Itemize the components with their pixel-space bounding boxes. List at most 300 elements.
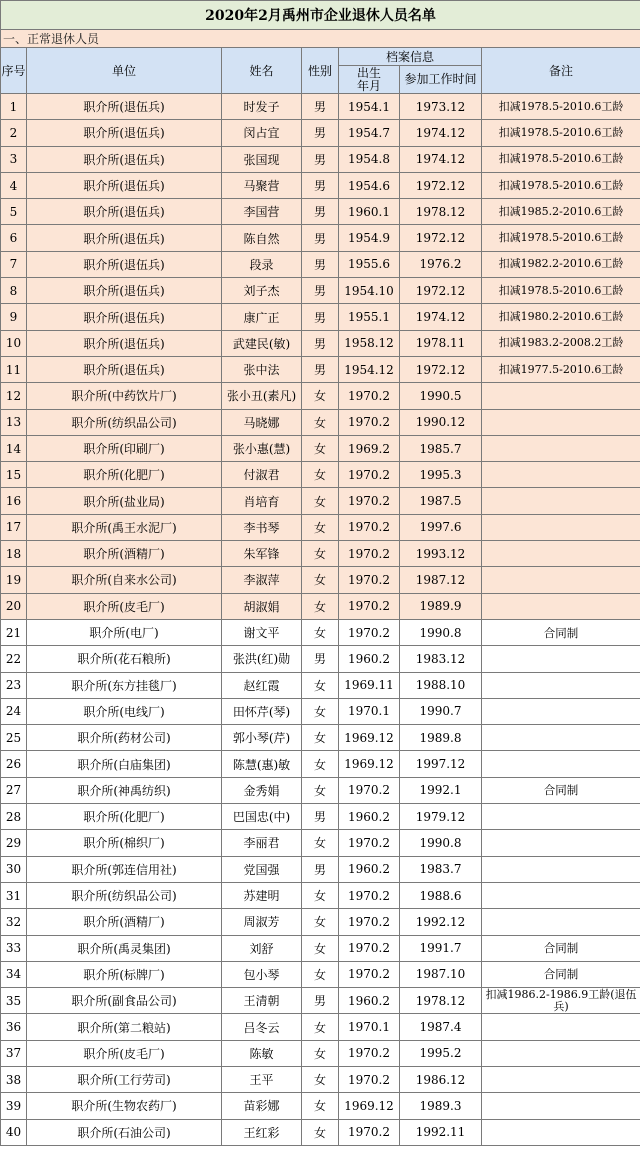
cell-unit: 职介所(皮毛厂) (27, 593, 222, 619)
cell-name: 李丽君 (222, 830, 302, 856)
cell-seq: 8 (1, 278, 27, 304)
cell-work-start: 1974.12 (400, 304, 482, 330)
cell-birth: 1954.1 (339, 94, 400, 120)
table-row (1, 541, 640, 567)
table-row (1, 672, 640, 698)
cell-gender: 女 (302, 909, 339, 935)
cell-work-start: 1978.12 (400, 988, 482, 1014)
cell-note: 合同制 (482, 961, 640, 987)
cell-note (482, 1066, 640, 1092)
cell-note: 扣减1978.5-2010.6工龄 (482, 278, 640, 304)
cell-note (482, 725, 640, 751)
cell-unit: 职介所(退伍兵) (27, 304, 222, 330)
cell-name: 吕冬云 (222, 1014, 302, 1040)
cell-name: 张中法 (222, 356, 302, 382)
cell-seq: 10 (1, 330, 27, 356)
cell-seq: 7 (1, 251, 27, 277)
cell-work-start: 1992.11 (400, 1119, 482, 1145)
cell-seq: 16 (1, 488, 27, 514)
cell-seq: 6 (1, 225, 27, 251)
table-row (1, 251, 640, 277)
cell-birth: 1970.1 (339, 1014, 400, 1040)
cell-note (482, 646, 640, 672)
cell-note (482, 1093, 640, 1119)
cell-birth: 1970.2 (339, 909, 400, 935)
cell-note (482, 593, 640, 619)
cell-name: 田怀芹(琴) (222, 698, 302, 724)
cell-birth: 1960.2 (339, 804, 400, 830)
cell-birth: 1970.2 (339, 961, 400, 987)
cell-seq: 17 (1, 514, 27, 540)
sheet-title: 2020年2月禹州市企业退休人员名单 (1, 1, 640, 30)
table-row (1, 435, 640, 461)
cell-birth: 1970.1 (339, 698, 400, 724)
cell-unit: 职介所(自来水公司) (27, 567, 222, 593)
cell-unit: 职介所(退伍兵) (27, 94, 222, 120)
cell-gender: 男 (302, 304, 339, 330)
cell-work-start: 1972.12 (400, 172, 482, 198)
table-row (1, 199, 640, 225)
cell-unit: 职介所(退伍兵) (27, 251, 222, 277)
cell-unit: 职介所(退伍兵) (27, 330, 222, 356)
table-row (1, 751, 640, 777)
cell-work-start: 1988.10 (400, 672, 482, 698)
cell-unit: 职介所(印刷厂) (27, 435, 222, 461)
cell-birth: 1954.10 (339, 278, 400, 304)
cell-birth: 1969.12 (339, 751, 400, 777)
cell-birth: 1970.2 (339, 830, 400, 856)
cell-work-start: 1988.6 (400, 882, 482, 908)
cell-name: 包小琴 (222, 961, 302, 987)
cell-birth: 1970.2 (339, 1119, 400, 1145)
cell-unit: 职介所(盐业局) (27, 488, 222, 514)
cell-seq: 9 (1, 304, 27, 330)
cell-birth: 1969.12 (339, 1093, 400, 1119)
cell-seq: 30 (1, 856, 27, 882)
cell-birth: 1970.2 (339, 777, 400, 803)
cell-gender: 女 (302, 830, 339, 856)
cell-birth: 1970.2 (339, 1066, 400, 1092)
cell-note: 扣减1978.5-2010.6工龄 (482, 146, 640, 172)
cell-name: 段录 (222, 251, 302, 277)
cell-seq: 33 (1, 935, 27, 961)
cell-unit: 职介所(副食品公司) (27, 988, 222, 1014)
header-seq: 序号 (1, 48, 27, 94)
cell-note (482, 514, 640, 540)
table-row (1, 120, 640, 146)
cell-note (482, 409, 640, 435)
cell-work-start: 1976.2 (400, 251, 482, 277)
cell-note (482, 909, 640, 935)
table-row (1, 882, 640, 908)
cell-work-start: 1990.8 (400, 619, 482, 645)
cell-seq: 26 (1, 751, 27, 777)
cell-gender: 男 (302, 120, 339, 146)
cell-name: 闵占宜 (222, 120, 302, 146)
cell-seq: 35 (1, 988, 27, 1014)
cell-gender: 女 (302, 698, 339, 724)
cell-gender: 女 (302, 725, 339, 751)
cell-birth: 1970.2 (339, 488, 400, 514)
cell-work-start: 1989.3 (400, 1093, 482, 1119)
table-row (1, 1093, 640, 1119)
cell-birth: 1970.2 (339, 514, 400, 540)
table-row (1, 961, 640, 987)
cell-seq: 21 (1, 619, 27, 645)
cell-seq: 12 (1, 383, 27, 409)
cell-gender: 女 (302, 882, 339, 908)
cell-seq: 18 (1, 541, 27, 567)
cell-name: 武建民(敏) (222, 330, 302, 356)
cell-name: 刘舒 (222, 935, 302, 961)
cell-work-start: 1990.5 (400, 383, 482, 409)
cell-birth: 1970.2 (339, 593, 400, 619)
cell-note (482, 804, 640, 830)
cell-name: 王红彩 (222, 1119, 302, 1145)
cell-birth: 1954.8 (339, 146, 400, 172)
cell-birth: 1970.2 (339, 1040, 400, 1066)
cell-note: 扣减1985.2-2010.6工龄 (482, 199, 640, 225)
table-row (1, 593, 640, 619)
cell-work-start: 1989.9 (400, 593, 482, 619)
cell-seq: 22 (1, 646, 27, 672)
table-row (1, 172, 640, 198)
cell-unit: 职介所(禹王水泥厂) (27, 514, 222, 540)
cell-gender: 女 (302, 619, 339, 645)
cell-name: 李淑萍 (222, 567, 302, 593)
cell-note (482, 435, 640, 461)
header-unit: 单位 (27, 48, 222, 94)
cell-unit: 职介所(电线厂) (27, 698, 222, 724)
cell-work-start: 1987.5 (400, 488, 482, 514)
cell-gender: 女 (302, 1119, 339, 1145)
cell-unit: 职介所(中药饮片厂) (27, 383, 222, 409)
cell-note: 扣减1983.2-2008.2工龄 (482, 330, 640, 356)
cell-seq: 38 (1, 1066, 27, 1092)
cell-gender: 男 (302, 804, 339, 830)
cell-note: 扣减1978.5-2010.6工龄 (482, 94, 640, 120)
cell-unit: 职介所(酒精厂) (27, 541, 222, 567)
cell-gender: 女 (302, 961, 339, 987)
cell-gender: 男 (302, 278, 339, 304)
header-birth: 出生 年月 (339, 66, 400, 94)
table-row (1, 988, 640, 1014)
table-row (1, 909, 640, 935)
cell-unit: 职介所(花石粮所) (27, 646, 222, 672)
cell-birth: 1960.2 (339, 646, 400, 672)
cell-work-start: 1995.3 (400, 462, 482, 488)
cell-unit: 职介所(纺织品公司) (27, 882, 222, 908)
cell-birth: 1954.7 (339, 120, 400, 146)
cell-seq: 39 (1, 1093, 27, 1119)
table-row (1, 1119, 640, 1145)
cell-work-start: 1986.12 (400, 1066, 482, 1092)
cell-name: 张洪(红)勋 (222, 646, 302, 672)
cell-seq: 20 (1, 593, 27, 619)
cell-birth: 1954.9 (339, 225, 400, 251)
cell-gender: 女 (302, 488, 339, 514)
cell-birth: 1955.1 (339, 304, 400, 330)
cell-gender: 女 (302, 1040, 339, 1066)
cell-unit: 职介所(化肥厂) (27, 804, 222, 830)
cell-seq: 25 (1, 725, 27, 751)
cell-seq: 14 (1, 435, 27, 461)
cell-birth: 1969.11 (339, 672, 400, 698)
cell-note (482, 751, 640, 777)
table-row (1, 514, 640, 540)
cell-unit: 职介所(石油公司) (27, 1119, 222, 1145)
cell-name: 陈敏 (222, 1040, 302, 1066)
cell-birth: 1960.1 (339, 199, 400, 225)
cell-birth: 1969.12 (339, 725, 400, 751)
cell-gender: 女 (302, 672, 339, 698)
table-row (1, 935, 640, 961)
cell-birth: 1969.2 (339, 435, 400, 461)
table-row (1, 804, 640, 830)
cell-note: 扣减1978.5-2010.6工龄 (482, 225, 640, 251)
cell-unit: 职介所(退伍兵) (27, 146, 222, 172)
cell-name: 赵红霞 (222, 672, 302, 698)
cell-birth: 1970.2 (339, 409, 400, 435)
cell-gender: 男 (302, 199, 339, 225)
cell-work-start: 1973.12 (400, 94, 482, 120)
cell-seq: 27 (1, 777, 27, 803)
table-row (1, 1040, 640, 1066)
cell-work-start: 1992.12 (400, 909, 482, 935)
cell-gender: 男 (302, 856, 339, 882)
cell-gender: 女 (302, 462, 339, 488)
cell-name: 李书琴 (222, 514, 302, 540)
cell-work-start: 1987.4 (400, 1014, 482, 1040)
cell-note (482, 856, 640, 882)
cell-gender: 男 (302, 172, 339, 198)
section-label: 一、正常退休人员 (1, 30, 640, 48)
cell-work-start: 1972.12 (400, 356, 482, 382)
cell-unit: 职介所(标牌厂) (27, 961, 222, 987)
cell-birth: 1955.6 (339, 251, 400, 277)
cell-seq: 32 (1, 909, 27, 935)
cell-note: 扣减1978.5-2010.6工龄 (482, 120, 640, 146)
cell-name: 朱军锋 (222, 541, 302, 567)
cell-birth: 1954.12 (339, 356, 400, 382)
cell-unit: 职介所(第二粮站) (27, 1014, 222, 1040)
cell-birth: 1954.6 (339, 172, 400, 198)
cell-birth: 1970.2 (339, 619, 400, 645)
cell-work-start: 1991.7 (400, 935, 482, 961)
table-row (1, 1066, 640, 1092)
cell-work-start: 1995.2 (400, 1040, 482, 1066)
title-row (1, 1, 640, 30)
table-row (1, 856, 640, 882)
cell-seq: 36 (1, 1014, 27, 1040)
cell-birth: 1970.2 (339, 935, 400, 961)
cell-gender: 男 (302, 146, 339, 172)
cell-seq: 23 (1, 672, 27, 698)
header-gender: 性别 (302, 48, 339, 94)
cell-unit: 职介所(工行劳司) (27, 1066, 222, 1092)
cell-birth: 1970.2 (339, 541, 400, 567)
cell-gender: 男 (302, 356, 339, 382)
cell-seq: 3 (1, 146, 27, 172)
table-row (1, 830, 640, 856)
cell-name: 付淑君 (222, 462, 302, 488)
cell-note (482, 567, 640, 593)
cell-name: 马晓娜 (222, 409, 302, 435)
cell-gender: 男 (302, 988, 339, 1014)
cell-gender: 男 (302, 94, 339, 120)
cell-work-start: 1985.7 (400, 435, 482, 461)
cell-unit: 职介所(白庙集团) (27, 751, 222, 777)
cell-name: 陈慧(惠)敏 (222, 751, 302, 777)
cell-unit: 职介所(退伍兵) (27, 278, 222, 304)
cell-seq: 37 (1, 1040, 27, 1066)
cell-name: 谢文平 (222, 619, 302, 645)
cell-gender: 女 (302, 514, 339, 540)
cell-work-start: 1997.12 (400, 751, 482, 777)
cell-note (482, 462, 640, 488)
cell-unit: 职介所(纺织品公司) (27, 409, 222, 435)
cell-seq: 34 (1, 961, 27, 987)
cell-birth: 1970.2 (339, 567, 400, 593)
cell-seq: 19 (1, 567, 27, 593)
cell-name: 郭小琴(芹) (222, 725, 302, 751)
table-row (1, 94, 640, 120)
table-row (1, 777, 640, 803)
table-row (1, 646, 640, 672)
table-row (1, 304, 640, 330)
cell-unit: 职介所(药材公司) (27, 725, 222, 751)
cell-note (482, 383, 640, 409)
cell-note: 扣减1980.2-2010.6工龄 (482, 304, 640, 330)
cell-work-start: 1978.11 (400, 330, 482, 356)
cell-unit: 职介所(禹灵集团) (27, 935, 222, 961)
cell-gender: 女 (302, 777, 339, 803)
cell-work-start: 1983.12 (400, 646, 482, 672)
cell-unit: 职介所(酒精厂) (27, 909, 222, 935)
cell-unit: 职介所(退伍兵) (27, 199, 222, 225)
header-work-start: 参加工作时间 (400, 66, 482, 94)
cell-unit: 职介所(东方挂毯厂) (27, 672, 222, 698)
cell-seq: 29 (1, 830, 27, 856)
cell-note (482, 882, 640, 908)
cell-birth: 1970.2 (339, 383, 400, 409)
cell-name: 巴国忠(中) (222, 804, 302, 830)
cell-unit: 职介所(郭连信用社) (27, 856, 222, 882)
cell-name: 苏建明 (222, 882, 302, 908)
cell-name: 时发子 (222, 94, 302, 120)
cell-unit: 职介所(电厂) (27, 619, 222, 645)
cell-work-start: 1972.12 (400, 278, 482, 304)
cell-birth: 1958.12 (339, 330, 400, 356)
table-body (1, 1, 640, 1146)
table-row (1, 1014, 640, 1040)
cell-work-start: 1993.12 (400, 541, 482, 567)
table-row (1, 725, 640, 751)
cell-name: 王平 (222, 1066, 302, 1092)
table-row (1, 619, 640, 645)
cell-gender: 女 (302, 751, 339, 777)
cell-name: 张小丑(素凡) (222, 383, 302, 409)
table-row (1, 225, 640, 251)
header-archive: 档案信息 (339, 48, 482, 66)
cell-gender: 女 (302, 1066, 339, 1092)
cell-note (482, 1040, 640, 1066)
cell-name: 苗彩娜 (222, 1093, 302, 1119)
table-row (1, 330, 640, 356)
header-row-1 (1, 48, 640, 66)
cell-gender: 女 (302, 935, 339, 961)
section-row (1, 30, 640, 48)
cell-gender: 女 (302, 435, 339, 461)
cell-birth: 1960.2 (339, 988, 400, 1014)
table-row (1, 698, 640, 724)
cell-gender: 女 (302, 383, 339, 409)
cell-name: 张国现 (222, 146, 302, 172)
cell-note (482, 698, 640, 724)
cell-seq: 11 (1, 356, 27, 382)
cell-work-start: 1997.6 (400, 514, 482, 540)
cell-unit: 职介所(神禹纺织) (27, 777, 222, 803)
cell-unit: 职介所(棉织厂) (27, 830, 222, 856)
cell-seq: 5 (1, 199, 27, 225)
cell-note: 扣减1986.2-1986.9工龄(退伍兵) (482, 988, 640, 1014)
cell-unit: 职介所(生物农药厂) (27, 1093, 222, 1119)
cell-name: 刘子杰 (222, 278, 302, 304)
cell-gender: 男 (302, 251, 339, 277)
cell-note: 扣减1978.5-2010.6工龄 (482, 172, 640, 198)
cell-note: 合同制 (482, 619, 640, 645)
cell-gender: 男 (302, 225, 339, 251)
table-row (1, 462, 640, 488)
cell-name: 周淑芳 (222, 909, 302, 935)
cell-unit: 职介所(退伍兵) (27, 120, 222, 146)
cell-seq: 28 (1, 804, 27, 830)
cell-gender: 男 (302, 646, 339, 672)
cell-name: 马聚营 (222, 172, 302, 198)
header-note: 备注 (482, 48, 640, 94)
cell-gender: 女 (302, 541, 339, 567)
cell-seq: 1 (1, 94, 27, 120)
cell-unit: 职介所(退伍兵) (27, 172, 222, 198)
cell-name: 党国强 (222, 856, 302, 882)
cell-birth: 1970.2 (339, 462, 400, 488)
cell-work-start: 1989.8 (400, 725, 482, 751)
cell-birth: 1970.2 (339, 882, 400, 908)
cell-name: 李国营 (222, 199, 302, 225)
cell-name: 王清朝 (222, 988, 302, 1014)
table-row (1, 278, 640, 304)
cell-work-start: 1974.12 (400, 120, 482, 146)
cell-work-start: 1974.12 (400, 146, 482, 172)
cell-unit: 职介所(退伍兵) (27, 225, 222, 251)
cell-unit: 职介所(皮毛厂) (27, 1040, 222, 1066)
cell-gender: 女 (302, 567, 339, 593)
cell-seq: 15 (1, 462, 27, 488)
cell-unit: 职介所(化肥厂) (27, 462, 222, 488)
cell-gender: 女 (302, 1014, 339, 1040)
cell-note (482, 488, 640, 514)
cell-note (482, 672, 640, 698)
cell-seq: 40 (1, 1119, 27, 1145)
cell-work-start: 1979.12 (400, 804, 482, 830)
cell-note: 合同制 (482, 777, 640, 803)
cell-name: 肖培育 (222, 488, 302, 514)
cell-unit: 职介所(退伍兵) (27, 356, 222, 382)
cell-note: 扣减1977.5-2010.6工龄 (482, 356, 640, 382)
header-name: 姓名 (222, 48, 302, 94)
cell-seq: 4 (1, 172, 27, 198)
cell-work-start: 1987.12 (400, 567, 482, 593)
